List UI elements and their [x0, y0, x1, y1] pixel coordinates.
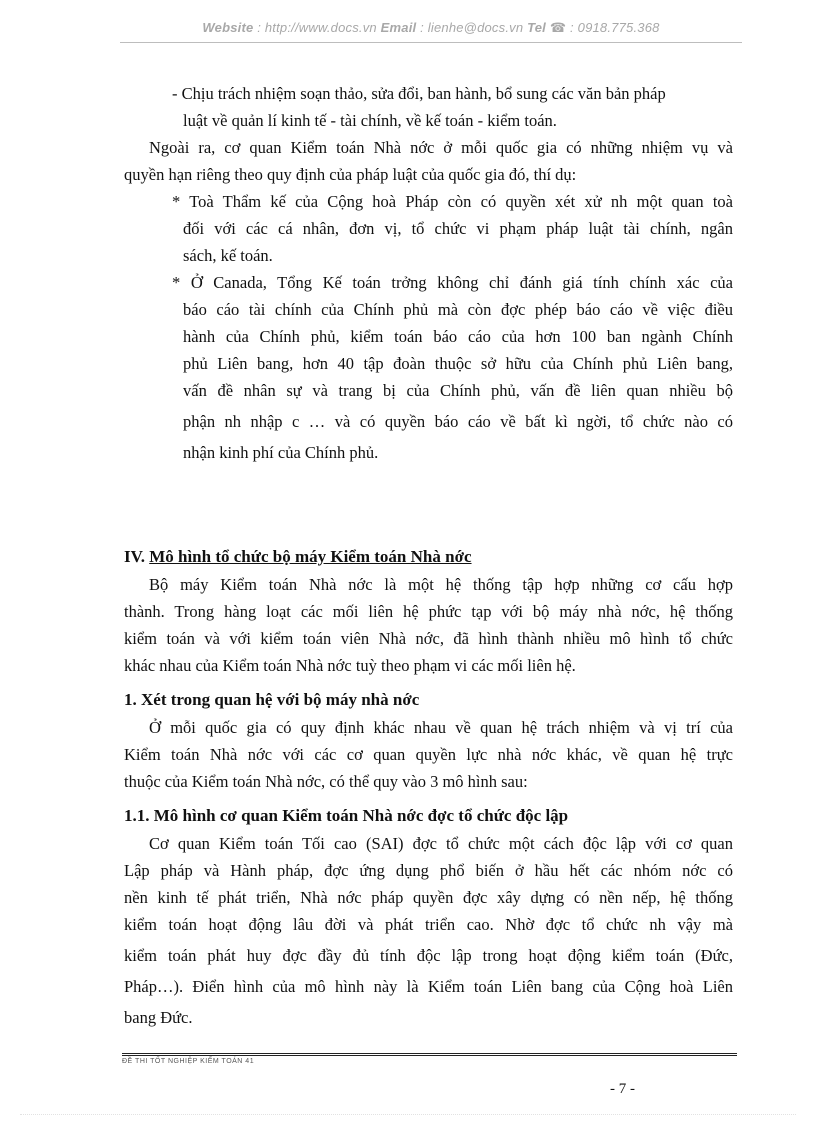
tel-value: ☎ : 0918.775.368: [549, 20, 660, 35]
text-line: nền kinh tế phát triển, Nhà nớc pháp quyền đợc xây dựng có nền nếp, hệ thống: [124, 888, 733, 907]
text-line: Ở mỗi quốc gia có quy định khác nhau về quan hệ trách nhiệm và vị trí của: [149, 718, 733, 737]
text-line: kiểm toán hoạt động lâu đời và phát triển cao. Nhờ đợc tổ chức nh vậy mà: [124, 915, 733, 934]
tel-label: Tel: [527, 20, 546, 35]
text-line: sách, kế toán.: [183, 246, 273, 265]
text-line: thành. Trong hàng loạt các mối liên hệ phức tạp với bộ máy nhà nớc, hệ thống: [124, 602, 733, 621]
text-line: Ngoài ra, cơ quan Kiểm toán Nhà nớc ở mỗi quốc gia có những nhiệm vụ và: [149, 138, 733, 157]
website-label: Website: [202, 20, 254, 35]
text-line: * Toà Thẩm kế của Cộng hoà Pháp còn có quyền xét xử nh một quan toà: [172, 192, 733, 211]
subsection-heading-1: 1. Xét trong quan hệ với bộ máy nhà nớc: [124, 690, 420, 709]
text-line: Kiểm toán Nhà nớc với các cơ quan quyền lực nhà nớc khác, về quan hệ trực: [124, 745, 733, 764]
text-line: Cơ quan Kiểm toán Tối cao (SAI) đợc tổ chức một cách độc lập với cơ quan: [149, 834, 733, 853]
bottom-dotted-line: [20, 1114, 796, 1115]
text-line: luật về quản lí kinh tế - tài chính, về kế toán - kiểm toán.: [183, 111, 557, 130]
email-label: Email: [380, 20, 417, 35]
header-contact: [120, 20, 742, 36]
text-line: bang Đức.: [124, 1008, 193, 1027]
text-line: đối với các cá nhân, đơn vị, tổ chức vi phạm pháp luật tài chính, ngân: [183, 219, 733, 238]
text-line: thuộc của Kiểm toán Nhà nớc, có thể quy vào 3 mô hình sau:: [124, 772, 528, 791]
text-line: - Chịu trách nhiệm soạn thảo, sửa đổi, ban hành, bổ sung các văn bản pháp: [172, 84, 666, 103]
section-title: Mô hình tổ chức bộ máy Kiểm toán Nhà nớc: [149, 547, 472, 566]
text-line: * Ở Canada, Tổng Kế toán trởng không chỉ đánh giá tính chính xác của: [172, 273, 733, 292]
footer-double-rule: [122, 1053, 737, 1056]
text-line: khác nhau của Kiểm toán Nhà nớc tuỳ theo phạm vi các mối liên hệ.: [124, 656, 576, 675]
website-link[interactable]: : http://www.docs.vn: [257, 20, 377, 35]
text-line: quyền hạn riêng theo quy định của pháp luật của quốc gia đó, thí dụ:: [124, 165, 577, 184]
text-line: vấn đề nhân sự và trang bị của Chính phủ, vấn đề liên quan nhiều bộ: [183, 381, 733, 400]
page-number: - 7 -: [610, 1081, 635, 1097]
text-line: Pháp…). Điển hình của mô hình này là Kiểm toán Liên bang của Cộng hoà Liên: [124, 977, 733, 996]
page-header: [120, 20, 742, 43]
text-line: Bộ máy Kiểm toán Nhà nớc là một hệ thống tập hợp những cơ cấu hợp: [149, 575, 733, 594]
header-rule: [120, 42, 742, 43]
text-line: kiểm toán và với kiểm toán viên Nhà nớc, đã hình thành nhiều mô hình tổ chức: [124, 629, 733, 648]
text-line: kiểm toán phát huy đợc đầy đủ tính độc lập trong hoạt động kiểm toán (Đức,: [124, 946, 733, 965]
text-line: phận nh nhập c … và có quyền báo cáo về bất kì ngời, tổ chức nào có: [183, 412, 733, 431]
text-line: báo cáo tài chính của Chính phủ mà còn đợc phép báo cáo về việc điều: [183, 300, 733, 319]
text-line: nhận kinh phí của Chính phủ.: [183, 443, 379, 462]
page-footer: [122, 1053, 737, 1065]
footer-faint-text: ĐỀ THI TỐT NGHIỆP KIỂM TOÁN 41: [122, 1058, 255, 1065]
section-number: IV.: [124, 547, 145, 566]
text-line: hành của Chính phủ, kiểm toán báo cáo của hơn 100 ban ngành Chính: [183, 327, 733, 346]
email-link[interactable]: : lienhe@docs.vn: [420, 20, 524, 35]
text-line: phủ Liên bang, hơn 40 tập đoàn thuộc sở hữu của Chính phủ Liên bang,: [183, 354, 733, 373]
text-line: Lập pháp và Hành pháp, đợc ứng dụng phổ biến ở hầu hết các nhóm nớc có: [124, 861, 733, 880]
section-heading-iv: [124, 546, 472, 568]
subsection-heading-1-1: 1.1. Mô hình cơ quan Kiểm toán Nhà nớc đợc tổ chức độc lập: [124, 806, 569, 825]
